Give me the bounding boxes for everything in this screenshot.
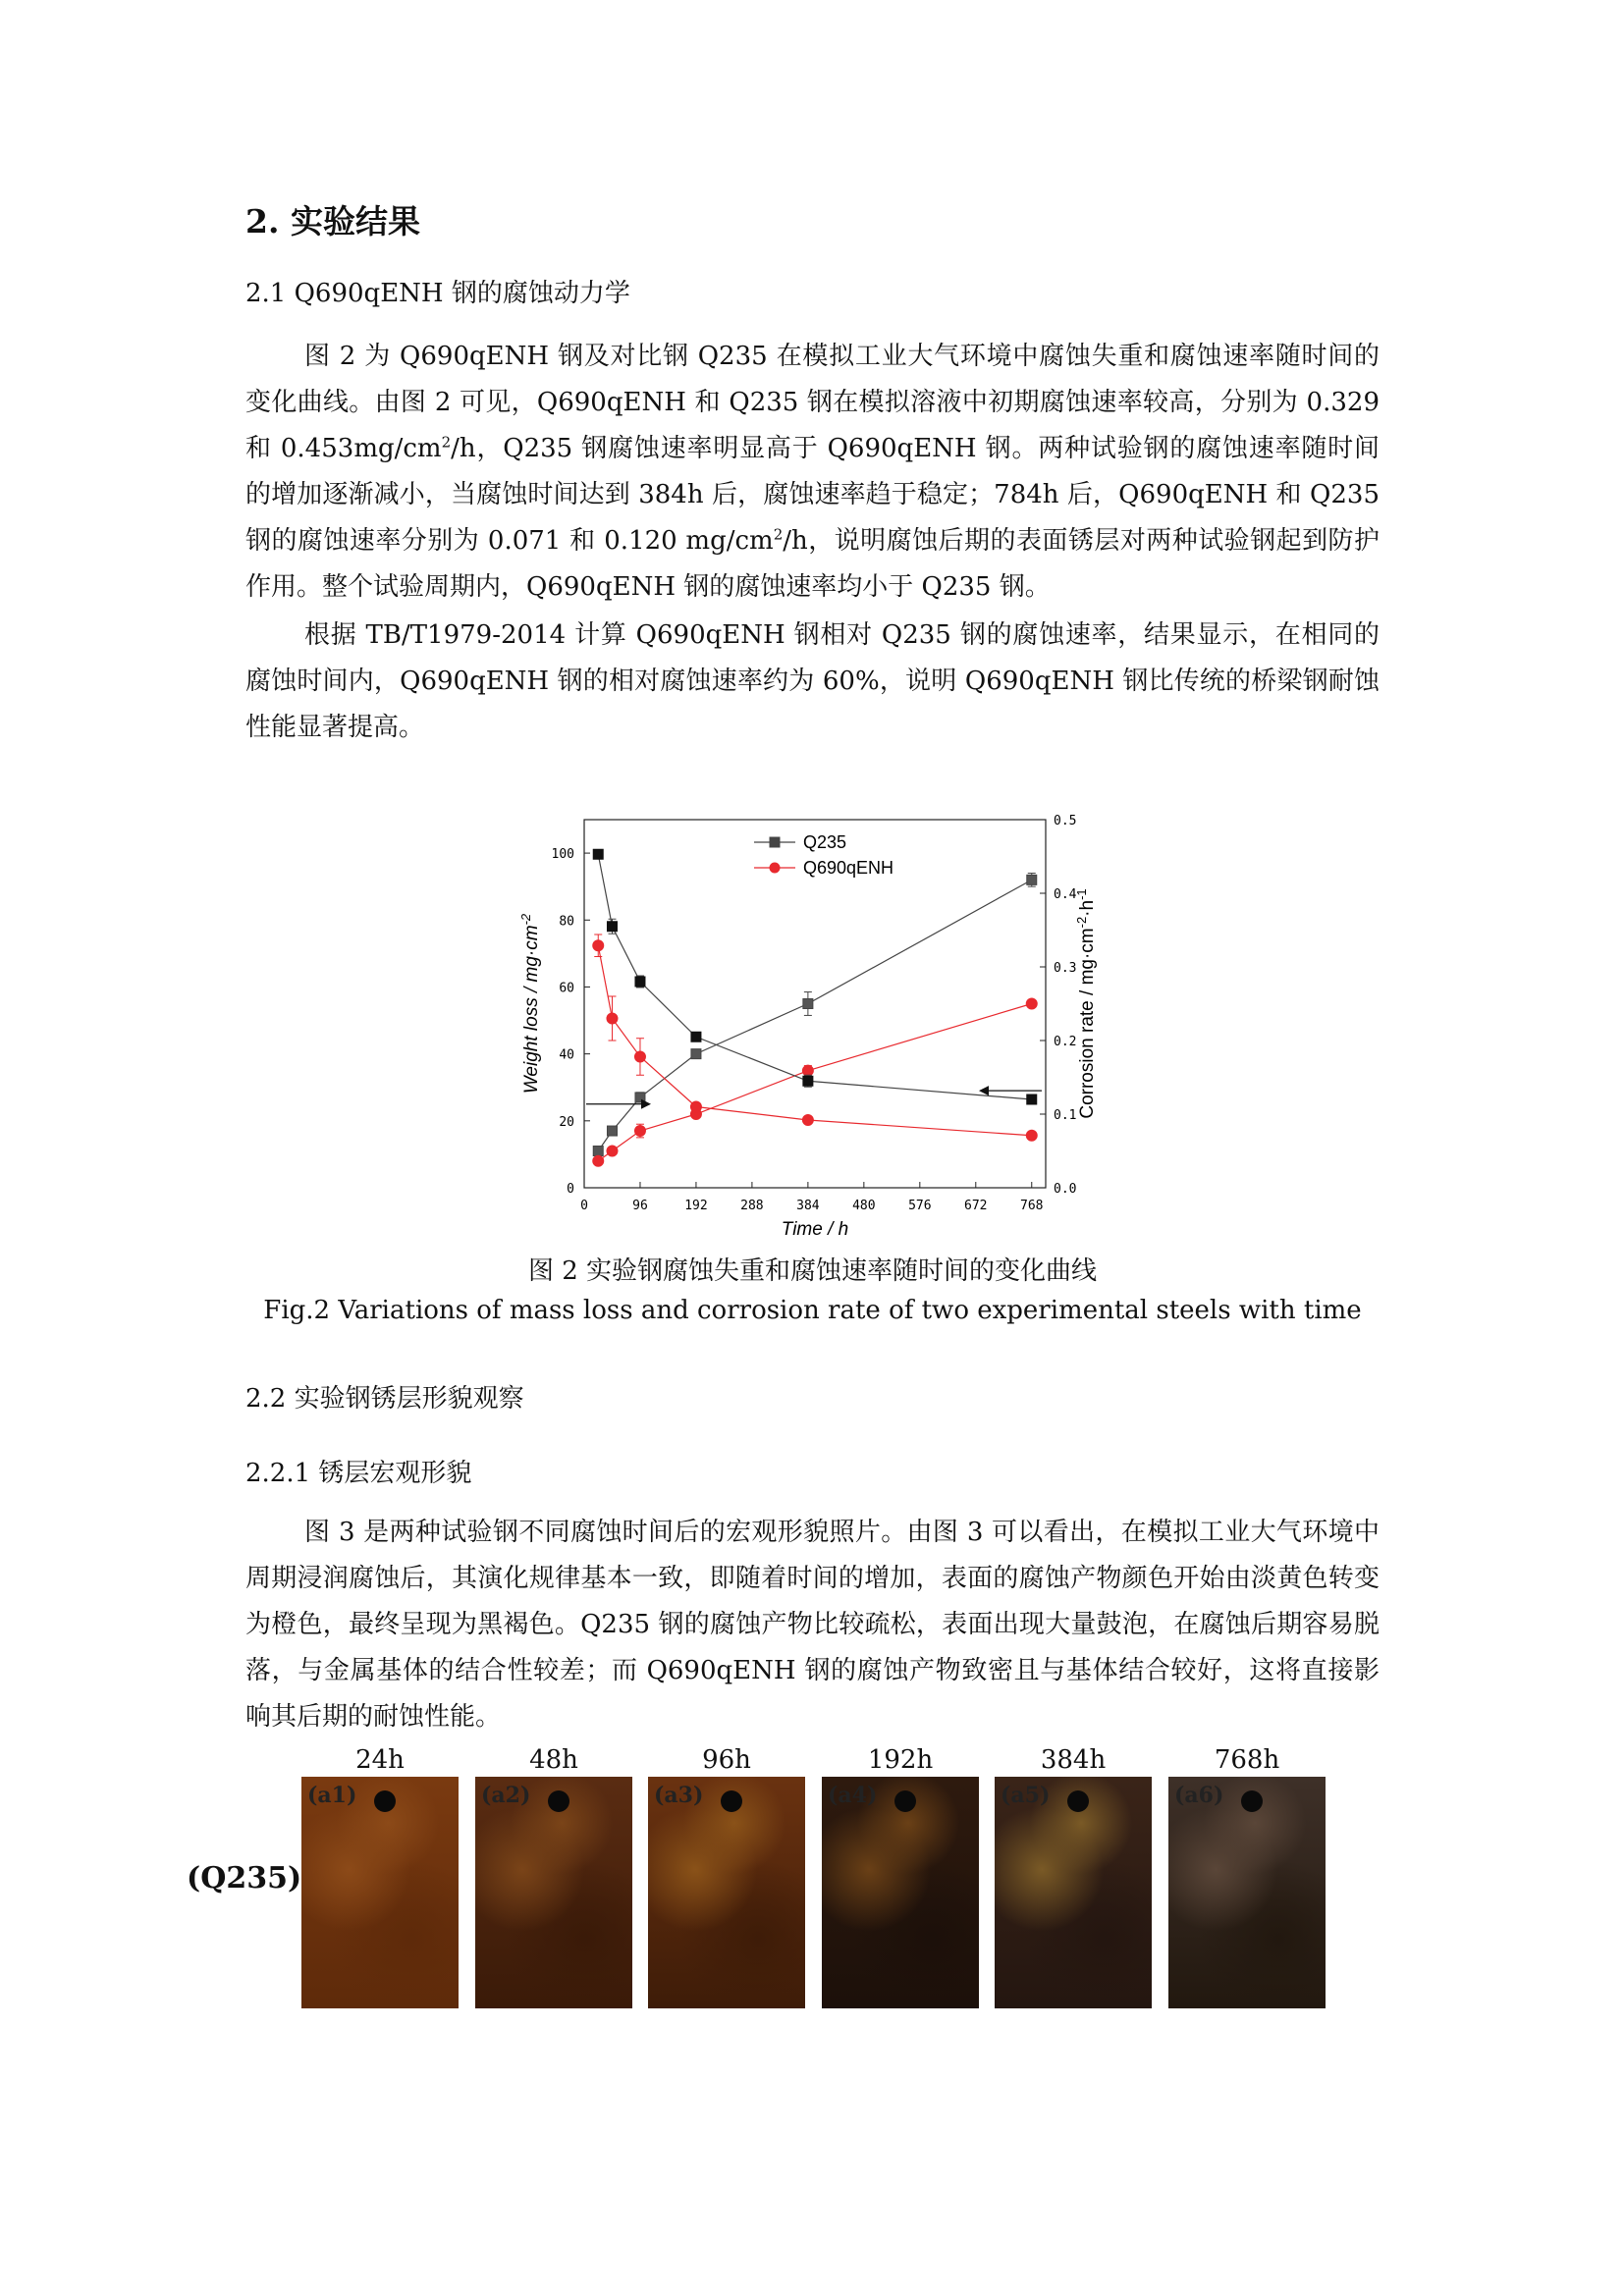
legend-marker <box>770 863 781 874</box>
photo-tag: (a5) <box>1001 1783 1051 1808</box>
legend-label: Q690qENH <box>803 858 894 878</box>
photo-tag: (a3) <box>654 1783 704 1808</box>
x-tick-label: 768 <box>1020 1199 1044 1213</box>
photo-time-label: 192h <box>867 1745 934 1775</box>
x-tick-label: 576 <box>908 1199 932 1213</box>
sample-hole <box>374 1790 396 1812</box>
photo-time-label: 96h <box>702 1745 751 1775</box>
photo-time-label: 768h <box>1214 1745 1280 1775</box>
data-point <box>593 1155 604 1166</box>
photo-row-label: (Q235) <box>187 1861 302 1896</box>
subsection-heading-2-1: 2.1 Q690qENH 钢的腐蚀动力学 <box>245 279 630 308</box>
x-tick-label: 288 <box>740 1199 764 1213</box>
x-tick-label: 0 <box>580 1199 588 1213</box>
x-tick-label: 384 <box>796 1199 820 1213</box>
legend-marker <box>770 837 780 847</box>
photo-time-label: 384h <box>1040 1745 1107 1775</box>
y-right-label-sup: -2 <box>1073 916 1089 929</box>
figure-2-caption-cn: 图 2 实验钢腐蚀失重和腐蚀速率随时间的变化曲线 <box>527 1256 1098 1286</box>
sample-hole <box>548 1790 569 1812</box>
para1-part3: /h，说明腐蚀后期的表面锈层对两种试验钢起到防护作用。整个试验周期内，Q690qENH 钢的腐蚀速率均小于 Q235 钢。 <box>245 526 1380 602</box>
data-point <box>1027 1095 1037 1104</box>
photo-time-label: 48h <box>529 1745 578 1775</box>
section-heading: 2. 实验结果 <box>245 202 420 240</box>
photo-tag: (a4) <box>828 1783 878 1808</box>
data-point <box>802 1065 813 1076</box>
paragraph-relative-rate: 根据 TB/T1979-2014 计算 Q690qENH 钢相对 Q235 钢的腐蚀速率，结果显示，在相同的腐蚀时间内，Q690qENH 钢的相对腐蚀速率约为 60%，说明 Q690qENH 钢比传统的桥梁钢耐蚀性能显著提高。 <box>245 620 1380 742</box>
y-left-label-sup: -2 <box>517 913 533 926</box>
data-point <box>593 940 604 951</box>
steel-sample-photo <box>648 1777 805 2008</box>
y-right-tick-label: 0.3 <box>1054 961 1077 976</box>
y-right-tick-label: 0.0 <box>1054 1182 1077 1197</box>
y-right-tick-label: 0.1 <box>1054 1108 1077 1123</box>
y-right-label-tail: ·h <box>1077 899 1098 917</box>
data-point <box>593 1147 603 1156</box>
arrow-head <box>979 1086 989 1095</box>
photo-tag: (a6) <box>1174 1783 1224 1808</box>
y-right-label-tail-sup: -1 <box>1073 888 1089 900</box>
para1-part1: 图 2 为 Q690qENH 钢及对比钢 Q235 在模拟工业大气环境中腐蚀失重和腐蚀速率随时间的变化曲线。由图 2 可见，Q690qENH 和 Q235 钢在模拟溶液中初期腐蚀速率较高，分别为 0.329 和 0.453mg/cm <box>245 342 1380 463</box>
steel-sample-photo <box>301 1777 459 2008</box>
paragraph-kinetics <box>245 334 1380 611</box>
series-line <box>598 880 1032 1150</box>
arrow-head <box>641 1099 651 1109</box>
photo-tag: (a1) <box>307 1783 357 1808</box>
data-point <box>691 1049 701 1059</box>
steel-sample-photo <box>1168 1777 1326 2008</box>
y-left-tick-label: 40 <box>559 1047 574 1063</box>
subsection-heading-2-2: 2.2 实验钢锈层形貌观察 <box>245 1384 524 1414</box>
y-right-tick-label: 0.5 <box>1054 814 1077 828</box>
series-line <box>598 854 1032 1099</box>
steel-sample-photo <box>475 1777 632 2008</box>
x-tick-label: 672 <box>964 1199 988 1213</box>
data-point <box>607 922 617 932</box>
data-point <box>593 849 603 859</box>
x-tick-label: 96 <box>632 1199 648 1213</box>
data-point <box>607 1126 617 1136</box>
data-point <box>690 1101 701 1112</box>
photo-tag: (a2) <box>481 1783 531 1808</box>
chart-y-left-axis-label: Weight loss / $mg\cdot cm^{-2}$ <box>517 913 542 1095</box>
sample-hole <box>721 1790 742 1812</box>
chart-x-axis-label: Time / h <box>781 1219 849 1240</box>
legend-label: Q235 <box>803 832 847 852</box>
y-left-tick-label: 100 <box>551 847 574 863</box>
chart-series <box>586 849 1042 1166</box>
data-point <box>802 1115 813 1126</box>
series-line <box>598 1004 1032 1161</box>
y-left-tick-label: 80 <box>559 914 574 930</box>
data-point <box>1026 1130 1037 1141</box>
figure-3-photo-strip <box>187 1745 1365 2010</box>
data-point <box>1027 875 1037 884</box>
data-point <box>607 1146 618 1156</box>
steel-sample-photo <box>822 1777 979 2008</box>
data-point <box>803 999 813 1009</box>
data-point <box>803 1076 813 1086</box>
sample-hole <box>894 1790 916 1812</box>
paragraph-macro-morphology: 图 3 是两种试验钢不同腐蚀时间后的宏观形貌照片。由图 3 可以看出，在模拟工业大气环境中周期浸润腐蚀后，其演化规律基本一致，即随着时间的增加，表面的腐蚀产物颜色开始由淡黄色转变为橙色，最终呈现为黑褐色。Q235 钢的腐蚀产物比较疏松，表面出现大量鼓泡，在腐蚀后期容易脱落，与金属基体的结合性较差；而 Q690qENH 钢的腐蚀产物致密且与基体结合较好，这将直接影响其后期的耐蚀性能。 <box>245 1518 1380 1732</box>
corrosion-chart <box>511 795 1100 1247</box>
photo-time-label: 24h <box>355 1745 405 1775</box>
y-left-tick-label: 60 <box>559 981 574 996</box>
sample-hole <box>1241 1790 1263 1812</box>
data-point <box>634 1051 645 1062</box>
data-point <box>1026 998 1037 1009</box>
subsection-heading-2-2-1: 2.2.1 锈层宏观形貌 <box>245 1459 472 1488</box>
figure-2-caption-en: Fig.2 Variations of mass loss and corrosion rate of two experimental steels with time <box>263 1296 1362 1325</box>
chart-y-right-axis-label: Corrosion rate / $mg\cdot cm^{-2}\cdot h^{-1}$ <box>1073 888 1098 1119</box>
para1-sup1: 2 <box>441 433 452 452</box>
data-point <box>635 977 645 987</box>
y-left-tick-label: 20 <box>559 1114 574 1130</box>
sample-hole <box>1067 1790 1089 1812</box>
series-line <box>598 945 1032 1136</box>
chart-legend <box>754 832 893 878</box>
y-right-tick-label: 0.2 <box>1054 1035 1077 1049</box>
data-point <box>607 1013 618 1024</box>
x-tick-label: 480 <box>852 1199 876 1213</box>
data-point <box>691 1032 701 1041</box>
para1-part2: /h，Q235 钢腐蚀速率明显高于 Q690qENH 钢。两种试验钢的腐蚀速率随时间的增加逐渐减小，当腐蚀时间达到 384h 后，腐蚀速率趋于稳定；784h 后，Q690qENH 和 Q235 钢的腐蚀速率分别为 0.071 和 0.120 mg/cm <box>245 434 1380 556</box>
y-right-tick-label: 0.4 <box>1054 887 1077 902</box>
data-point <box>634 1126 645 1137</box>
y-left-tick-label: 0 <box>567 1182 574 1197</box>
steel-sample-photo <box>995 1777 1152 2008</box>
x-tick-label: 192 <box>684 1199 708 1213</box>
para1-sup2: 2 <box>773 525 784 544</box>
